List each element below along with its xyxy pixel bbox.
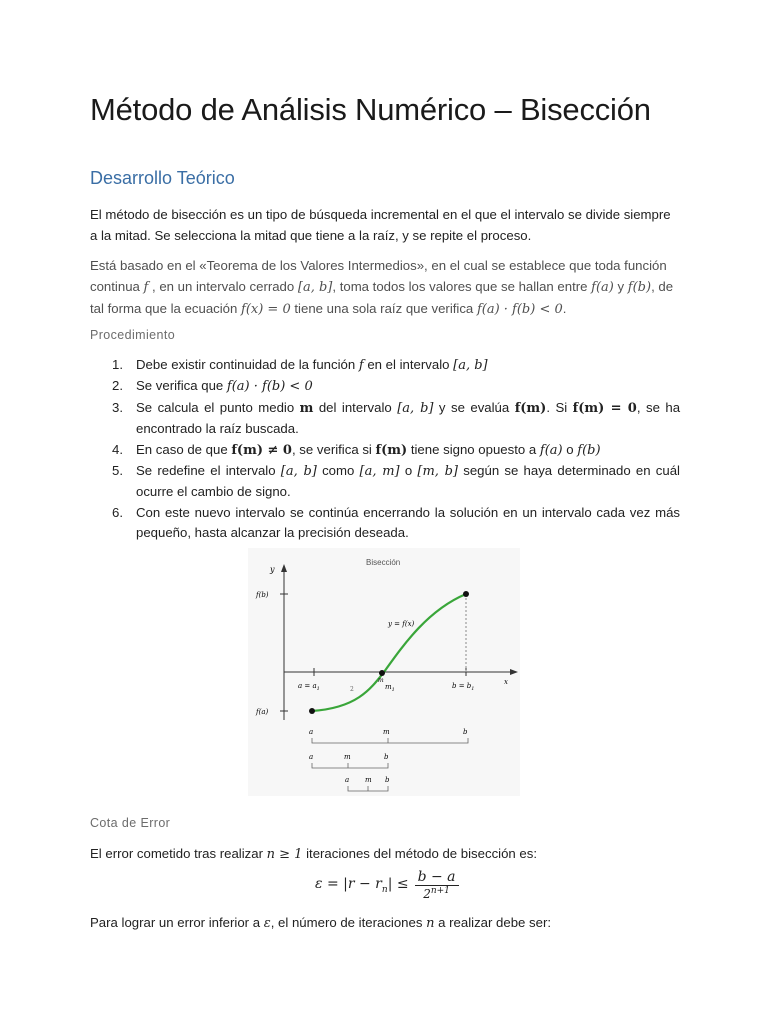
y-axis-label: y	[270, 565, 275, 574]
x-axis-label: x	[504, 678, 508, 686]
error-bound-heading: Cota de Error	[90, 816, 171, 830]
list-item: 4. En caso de que f(m) ≠ 0, se verifica si f(m) tiene signo opuesto a f(a) o f(b)	[112, 441, 601, 458]
procedure-list	[112, 355, 680, 544]
list-item: 3. Se calcula el punto medio m del intervalo [a, b] y se evalúa f(m). Si f(m) = 0, se ha encontrado la raíz buscada.	[112, 399, 681, 437]
row2-a: a	[309, 753, 314, 761]
step-two-label: 2	[350, 686, 354, 693]
error-paragraph: El error cometido tras realizar n ≥ 1 iteraciones del método de bisección es:	[90, 846, 538, 862]
curve-label: y = f(x)	[388, 620, 415, 628]
row3-b: b	[385, 776, 390, 784]
row3-a: a	[345, 776, 350, 784]
list-item: 5. Se redefine el intervalo [a, b] como [a, m] o [m, b] según se haya determinado en cuál ocurre el cambio de signo.	[112, 463, 680, 500]
bisection-diagram	[248, 548, 520, 796]
point-b	[463, 591, 469, 597]
bisection-figure	[248, 548, 520, 796]
row2-m: m	[344, 753, 351, 761]
formula-lhs: $\varepsilon = |r - r_n|$ ≤	[315, 875, 409, 895]
point-a	[309, 708, 315, 714]
b-equals-label: $b = b_1$	[452, 682, 475, 692]
m1-axis-label: $m_1$	[385, 683, 395, 693]
fb-label: f(b)	[256, 591, 269, 599]
section-heading: Desarrollo Teórico	[90, 168, 235, 188]
list-item: 1. Debe existir continuidad de la función f en el intervalo [a, b]	[112, 357, 488, 373]
procedure-heading: Procedimiento	[90, 328, 176, 342]
theorem-paragraph: Está basado en el «Teorema de los Valores Intermedios», en el cual se establece que toda función continua f , en un intervalo cerrado [a, b], toma todos los valores que se hallan entre f(a) y f(b), de tal forma que la ecuación f(x) = 0 tiene una sola raíz que verifica f(a) · f(b) < 0.	[90, 258, 674, 317]
m3-root-label: m	[378, 677, 384, 684]
figure-title: Bisección	[366, 558, 401, 567]
row1-a: a	[309, 728, 314, 736]
row3-m: m	[365, 776, 372, 784]
list-item: 6. Con este nuevo intervalo se continúa encerrando la solución en un intervalo cada vez más pequeño, hasta alcanzar la precisión deseada.	[112, 504, 680, 541]
error-formula	[315, 869, 459, 901]
document-title: Método de Análisis Numérico – Bisección	[90, 92, 651, 127]
formula-fraction: $\frac{b - a}{2^{n+1}}$	[415, 869, 459, 901]
fa-label: f(a)	[256, 708, 269, 716]
row1-b: b	[463, 728, 468, 736]
root-point	[379, 670, 385, 676]
final-paragraph: Para lograr un error inferior a ε, el número de iteraciones n a realizar debe ser:	[90, 915, 552, 931]
list-item: 2. Se verifica que f(a) · f(b) < 0	[112, 378, 313, 395]
intro-paragraph: El método de bisección es un tipo de búsqueda incremental en el que el intervalo se divide siempre a la mitad. Se selecciona la mitad que tiene a la raíz, y se repite el proceso.	[90, 207, 671, 243]
row2-b: b	[384, 753, 389, 761]
row1-m: m	[383, 728, 390, 736]
a-equals-label: $a = a_1$	[298, 682, 320, 692]
